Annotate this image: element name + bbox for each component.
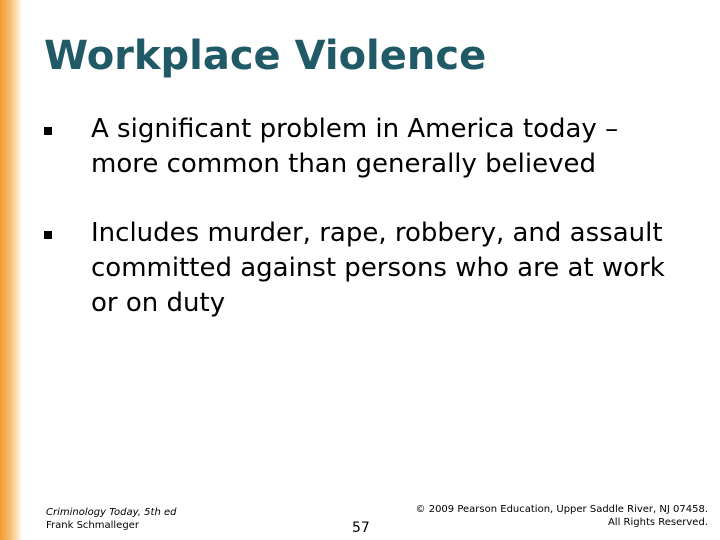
bullet-text: Includes murder, rape, robbery, and assault committed against persons who are at work or on duty: [91, 218, 665, 318]
book-author: Frank Schmalleger: [46, 520, 139, 531]
copyright-line: © 2009 Pearson Education, Upper Saddle River, NJ 07458.: [415, 504, 708, 515]
square-bullet-icon: [44, 127, 52, 135]
footer-book-info: [46, 506, 176, 532]
bullet-item: [44, 112, 684, 182]
copyright-notice: [416, 503, 708, 529]
accent-band: [0, 0, 22, 540]
bullet-item: [44, 216, 684, 321]
slide-title: Workplace Violence: [44, 33, 487, 79]
copyright-line: All Rights Reserved.: [607, 517, 708, 528]
book-title: Criminology Today, 5th ed: [46, 507, 177, 518]
page-number: 57: [352, 520, 370, 536]
bullet-text: A significant problem in America today – more common than generally believed: [91, 114, 619, 179]
bullet-list: [44, 112, 684, 355]
square-bullet-icon: [44, 231, 52, 239]
